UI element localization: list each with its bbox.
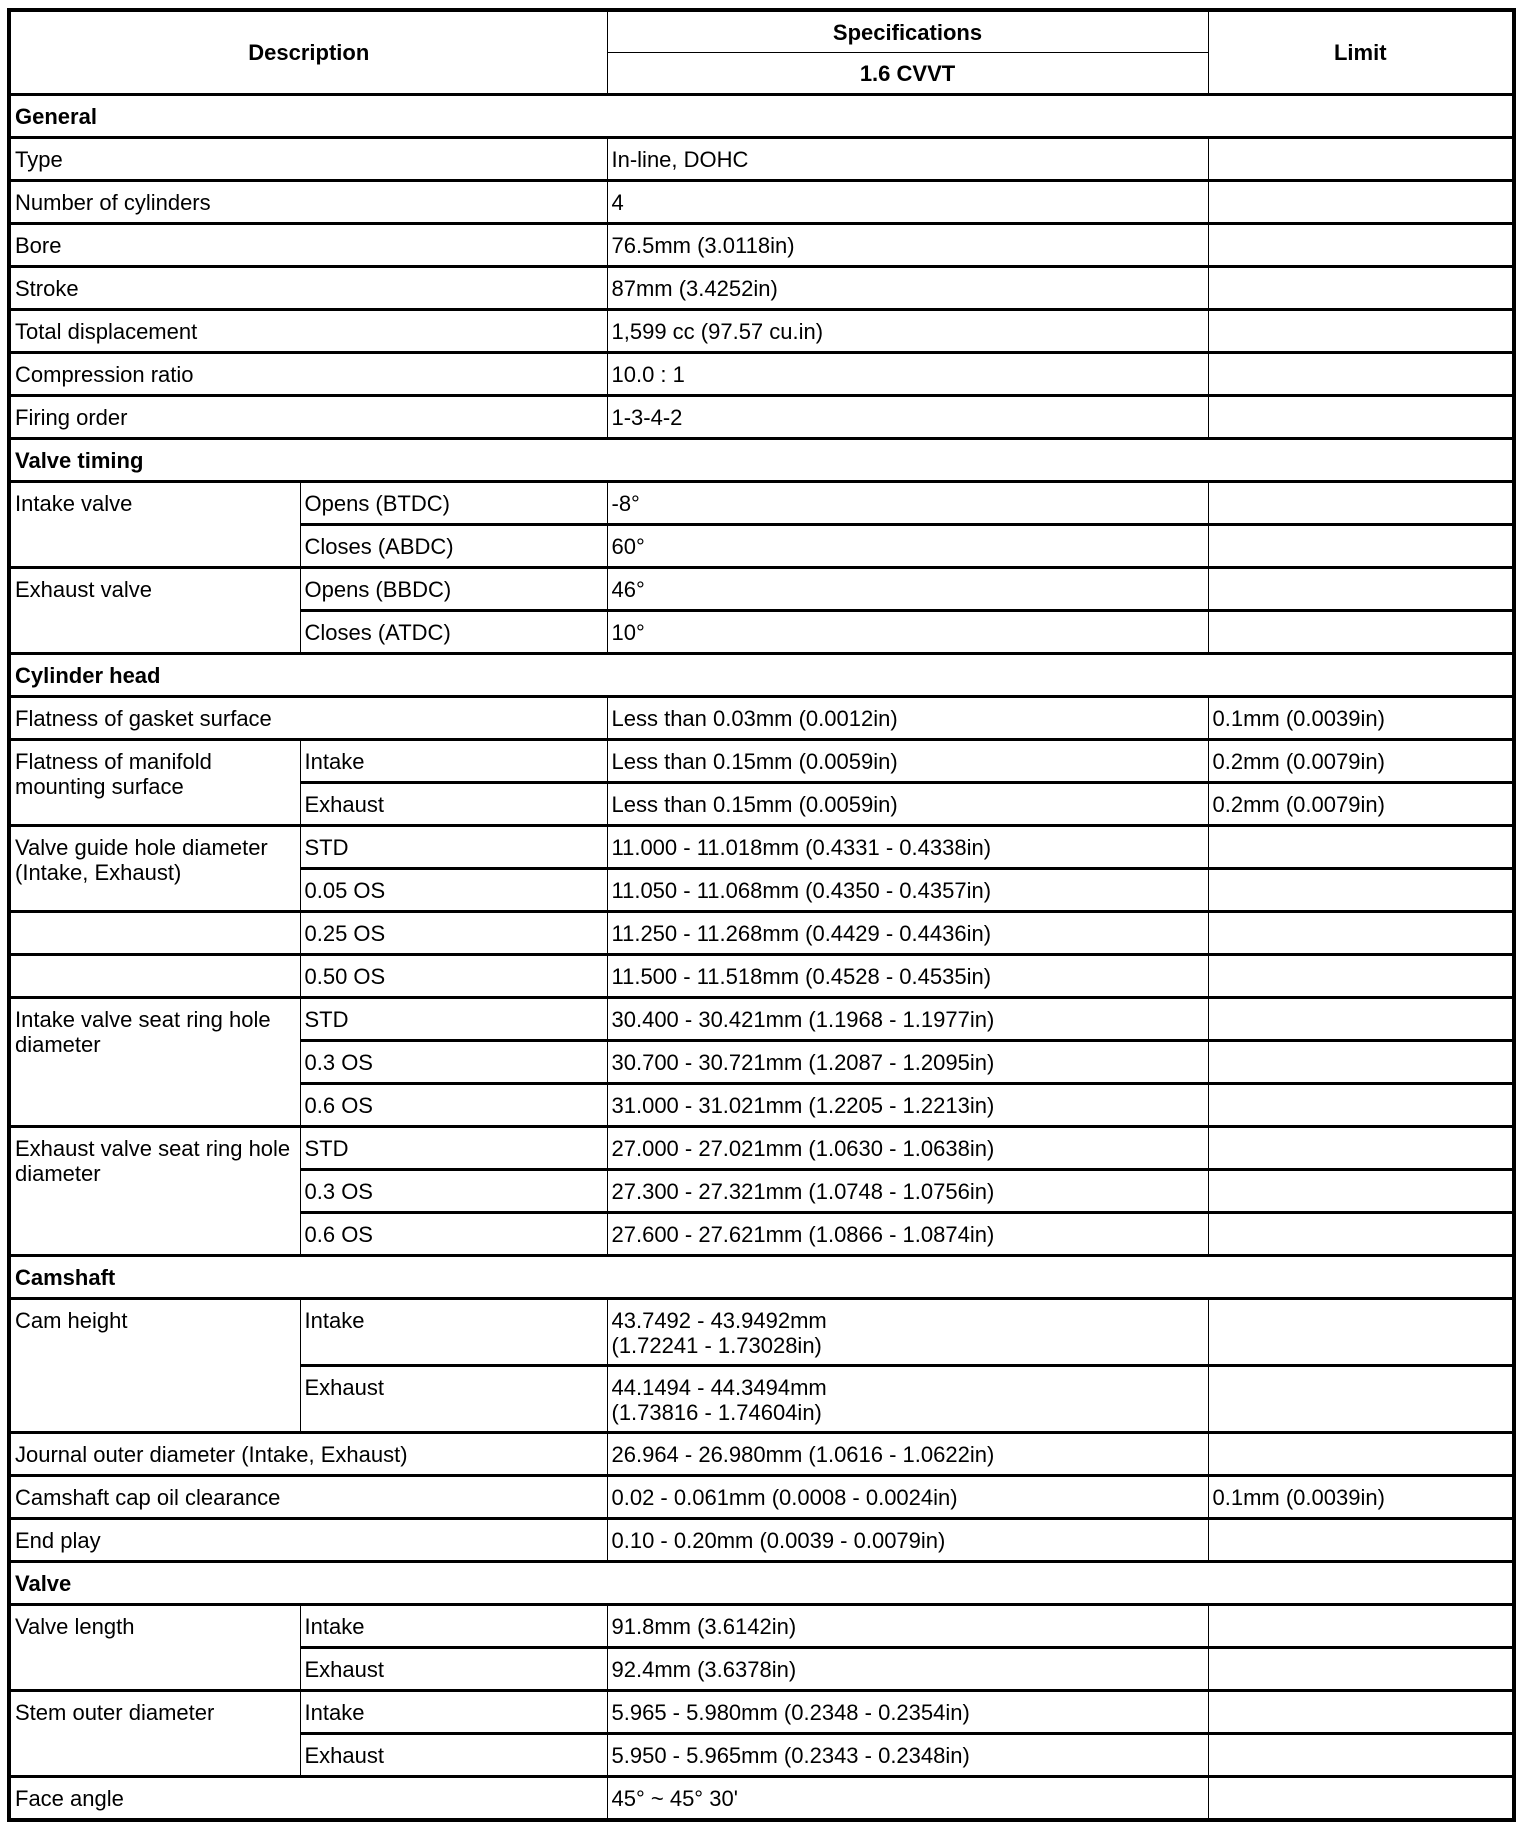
table-row [9,138,1514,181]
row-specification: 26.964 - 26.980mm (1.0616 - 1.0622in) [607,1433,1208,1476]
row-description: Flatness of manifold mounting surface [9,740,300,826]
row-description: Camshaft cap oil clearance [9,1476,607,1519]
row-specification: 0.02 - 0.061mm (0.0008 - 0.0024in) [607,1476,1208,1519]
row-specification: 11.000 - 11.018mm (0.4331 - 0.4338in) [607,826,1208,869]
section-row [9,95,1514,138]
row-subitem: Opens (BTDC) [300,482,607,525]
table-row [9,1299,1514,1366]
row-subitem: Closes (ATDC) [300,611,607,654]
row-limit [1208,1213,1514,1256]
row-limit [1208,1127,1514,1170]
spec-table-body [9,95,1514,1821]
table-row [9,740,1514,783]
row-description: Face angle [9,1777,607,1821]
row-description [9,955,300,998]
row-description: Intake valve [9,482,300,568]
row-description: Valve length [9,1605,300,1691]
section-row [9,1256,1514,1299]
row-specification: 46° [607,568,1208,611]
table-row [9,912,1514,955]
row-specification: 5.950 - 5.965mm (0.2343 - 0.2348in) [607,1734,1208,1777]
row-specification: 92.4mm (3.6378in) [607,1648,1208,1691]
row-specification: Less than 0.15mm (0.0059in) [607,783,1208,826]
section-row [9,1562,1514,1605]
row-specification: 10.0 : 1 [607,353,1208,396]
row-specification: 5.965 - 5.980mm (0.2348 - 0.2354in) [607,1691,1208,1734]
row-description: Exhaust valve seat ring hole diameter [9,1127,300,1256]
row-specification: -8° [607,482,1208,525]
row-limit [1208,1170,1514,1213]
row-specification: 27.000 - 27.021mm (1.0630 - 1.0638in) [607,1127,1208,1170]
row-description: Stem outer diameter [9,1691,300,1777]
row-description: Valve guide hole diameter (Intake, Exhaust) [9,826,300,912]
row-description: Total displacement [9,310,607,353]
row-limit [1208,482,1514,525]
header-limit: Limit [1208,10,1514,95]
engine-specifications-table [7,8,1516,1822]
table-row [9,181,1514,224]
table-row [9,826,1514,869]
row-specification: Less than 0.15mm (0.0059in) [607,740,1208,783]
row-limit [1208,568,1514,611]
row-specification: 1-3-4-2 [607,396,1208,439]
row-description: End play [9,1519,607,1562]
row-limit [1208,912,1514,955]
row-specification: 76.5mm (3.0118in) [607,224,1208,267]
row-description: Bore [9,224,607,267]
table-row [9,224,1514,267]
header-specifications: Specifications [607,10,1208,53]
row-limit [1208,1648,1514,1691]
row-limit [1208,525,1514,568]
row-limit [1208,1691,1514,1734]
row-subitem: 0.6 OS [300,1213,607,1256]
row-subitem: Exhaust [300,1734,607,1777]
row-subitem: STD [300,998,607,1041]
row-limit [1208,1366,1514,1433]
row-limit: 0.1mm (0.0039in) [1208,697,1514,740]
table-row [9,310,1514,353]
row-limit [1208,138,1514,181]
table-row [9,482,1514,525]
table-row [9,1433,1514,1476]
row-specification: 30.700 - 30.721mm (1.2087 - 1.2095in) [607,1041,1208,1084]
row-description: Intake valve seat ring hole diameter [9,998,300,1127]
row-description [9,912,300,955]
row-subitem: Exhaust [300,1648,607,1691]
section-title: Valve timing [9,439,1514,482]
row-subitem: Intake [300,740,607,783]
row-limit [1208,826,1514,869]
row-limit [1208,998,1514,1041]
row-specification: Less than 0.03mm (0.0012in) [607,697,1208,740]
row-limit [1208,955,1514,998]
table-row [9,396,1514,439]
row-description: Firing order [9,396,607,439]
table-row [9,267,1514,310]
row-limit [1208,1084,1514,1127]
row-specification: 11.500 - 11.518mm (0.4528 - 0.4535in) [607,955,1208,998]
table-row [9,998,1514,1041]
row-subitem: Opens (BBDC) [300,568,607,611]
row-specification: 60° [607,525,1208,568]
row-specification: 45° ~ 45° 30' [607,1777,1208,1821]
row-limit [1208,1605,1514,1648]
row-limit [1208,1734,1514,1777]
row-subitem: 0.3 OS [300,1170,607,1213]
section-title: Camshaft [9,1256,1514,1299]
row-specification: In-line, DOHC [607,138,1208,181]
row-description: Exhaust valve [9,568,300,654]
row-limit [1208,869,1514,912]
row-description: Cam height [9,1299,300,1433]
section-title: Valve [9,1562,1514,1605]
row-limit: 0.2mm (0.0079in) [1208,740,1514,783]
row-limit [1208,1041,1514,1084]
row-subitem: 0.6 OS [300,1084,607,1127]
row-subitem: STD [300,826,607,869]
header-description: Description [9,10,607,95]
header-variant: 1.6 CVVT [607,53,1208,95]
row-subitem: STD [300,1127,607,1170]
row-specification: 11.050 - 11.068mm (0.4350 - 0.4357in) [607,869,1208,912]
row-subitem: 0.3 OS [300,1041,607,1084]
row-limit [1208,310,1514,353]
row-specification: 0.10 - 0.20mm (0.0039 - 0.0079in) [607,1519,1208,1562]
row-subitem: Closes (ABDC) [300,525,607,568]
row-specification: 30.400 - 30.421mm (1.1968 - 1.1977in) [607,998,1208,1041]
row-limit [1208,267,1514,310]
table-row [9,1476,1514,1519]
table-row [9,568,1514,611]
table-row [9,1127,1514,1170]
table-row [9,1605,1514,1648]
row-specification: 10° [607,611,1208,654]
row-specification: 91.8mm (3.6142in) [607,1605,1208,1648]
row-limit: 0.1mm (0.0039in) [1208,1476,1514,1519]
row-limit [1208,353,1514,396]
row-limit [1208,1433,1514,1476]
row-limit [1208,1777,1514,1821]
row-subitem: Intake [300,1605,607,1648]
section-title: General [9,95,1514,138]
row-limit [1208,181,1514,224]
row-specification: 43.7492 - 43.9492mm (1.72241 - 1.73028in) [607,1299,1208,1366]
section-row [9,654,1514,697]
table-row [9,1777,1514,1821]
row-subitem: Intake [300,1691,607,1734]
row-subitem: 0.50 OS [300,955,607,998]
row-specification: 1,599 cc (97.57 cu.in) [607,310,1208,353]
table-row [9,353,1514,396]
row-subitem: 0.25 OS [300,912,607,955]
row-subitem: Exhaust [300,783,607,826]
row-limit: 0.2mm (0.0079in) [1208,783,1514,826]
row-description: Number of cylinders [9,181,607,224]
row-specification: 31.000 - 31.021mm (1.2205 - 1.2213in) [607,1084,1208,1127]
table-row [9,955,1514,998]
row-description: Stroke [9,267,607,310]
row-description: Journal outer diameter (Intake, Exhaust) [9,1433,607,1476]
row-specification: 11.250 - 11.268mm (0.4429 - 0.4436in) [607,912,1208,955]
row-specification: 87mm (3.4252in) [607,267,1208,310]
row-limit [1208,396,1514,439]
section-row [9,439,1514,482]
row-description: Flatness of gasket surface [9,697,607,740]
row-subitem: Intake [300,1299,607,1366]
row-limit [1208,1519,1514,1562]
row-limit [1208,1299,1514,1366]
section-title: Cylinder head [9,654,1514,697]
row-specification: 27.300 - 27.321mm (1.0748 - 1.0756in) [607,1170,1208,1213]
row-specification: 4 [607,181,1208,224]
row-limit [1208,611,1514,654]
row-subitem: Exhaust [300,1366,607,1433]
table-row [9,1691,1514,1734]
row-subitem: 0.05 OS [300,869,607,912]
row-specification: 44.1494 - 44.3494mm (1.73816 - 1.74604in) [607,1366,1208,1433]
row-description: Compression ratio [9,353,607,396]
row-description: Type [9,138,607,181]
row-specification: 27.600 - 27.621mm (1.0866 - 1.0874in) [607,1213,1208,1256]
row-limit [1208,224,1514,267]
table-row [9,1519,1514,1562]
table-row [9,697,1514,740]
